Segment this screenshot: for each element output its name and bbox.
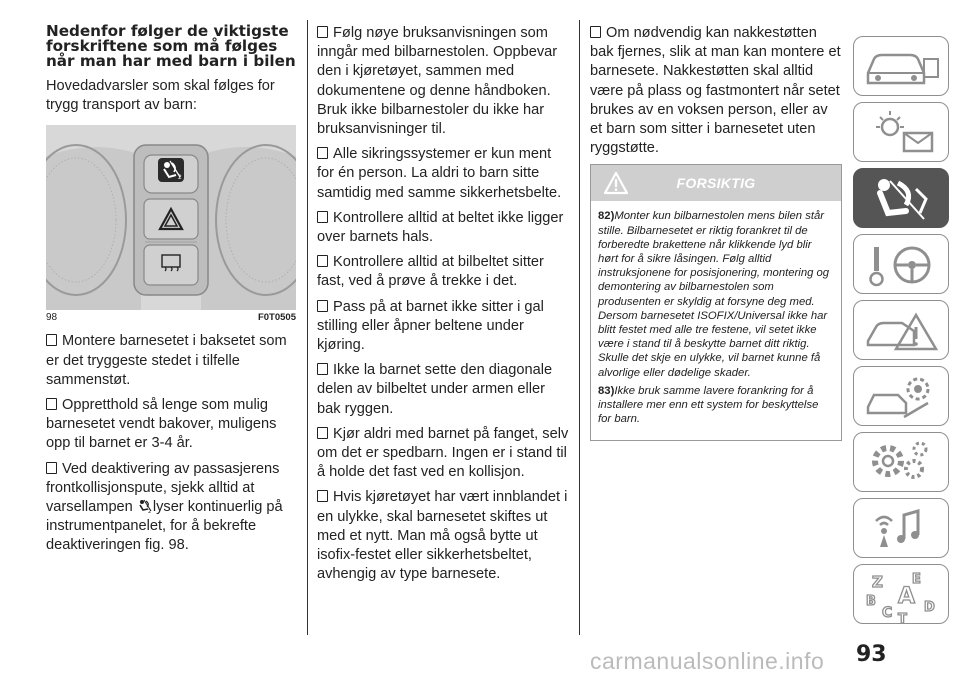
note-number: 82) xyxy=(598,210,615,223)
svg-text:Z: Z xyxy=(872,573,883,591)
column-1 xyxy=(46,24,296,562)
technical-data-icon xyxy=(854,433,950,493)
warning-header xyxy=(591,165,841,201)
watermark: carmanualsonline.info xyxy=(590,648,825,674)
list-item: Om nødvendig kan nakkestøtten bak fjernes, slik at man kan montere et barnesete. Nakkestøtten skal alltid være på plass og fastmontert når setet brukes av en voksen person, eller av et barn som sitter i barnesetet uten ryggstøtte. xyxy=(590,25,841,157)
tab-technical-data[interactable] xyxy=(853,432,949,492)
column-2 xyxy=(317,24,571,590)
tab-car-info[interactable] xyxy=(853,36,949,96)
starting-driving-icon xyxy=(854,235,950,295)
svg-text:2: 2 xyxy=(178,174,182,182)
car-info-icon xyxy=(854,37,950,97)
figure-number: 98 xyxy=(46,312,58,324)
note-number: 83) xyxy=(598,384,615,397)
checkbox-bullet-icon xyxy=(46,398,57,410)
airbag-off-warning-icon xyxy=(138,499,152,513)
svg-text:2: 2 xyxy=(147,509,152,514)
emergency-icon xyxy=(854,301,950,361)
checkbox-bullet-icon xyxy=(317,147,328,159)
warning-note: 83)Ikke bruk samme lavere forankring for å installere mer enn ett system for beskyttelse for barn. xyxy=(598,384,819,426)
warning-body xyxy=(591,201,841,440)
maintenance-icon xyxy=(854,367,950,427)
checkbox-bullet-icon xyxy=(317,211,328,223)
checkbox-bullet-icon xyxy=(317,427,328,439)
svg-text:E: E xyxy=(912,572,921,587)
index-icon xyxy=(854,565,950,625)
svg-text:C: C xyxy=(882,605,893,621)
list-item: Kjør aldri med barnet på fanget, selv om det er spedbarn. Ingen er i stand til å holde det fast ved en kollisjon. xyxy=(317,425,569,481)
column-3 xyxy=(590,24,842,441)
checkbox-bullet-icon xyxy=(317,26,328,38)
list-item: Oppretthold så lenge som mulig barnesetet vendt bakover, muligens opp til barnet er 3-4 år. xyxy=(46,397,277,452)
column-divider xyxy=(579,20,580,635)
column-divider xyxy=(307,20,308,635)
intro-text: Hovedadvarsler som skal følges for trygg transport av barn: xyxy=(46,78,275,114)
list-item: Alle sikringssystemer er kun ment for én person. La aldri to barn sitte samtidig med samme sikkerhetsbelte. xyxy=(317,146,562,201)
tab-warning-lights[interactable] xyxy=(853,102,949,162)
tab-index[interactable] xyxy=(853,564,949,624)
svg-text:T: T xyxy=(898,612,907,625)
tab-multimedia[interactable] xyxy=(853,498,949,558)
list-item: Kontrollere alltid at bilbeltet sitter fast, ved å prøve å trekke i det. xyxy=(317,254,544,290)
list-item: Ikke la barnet sette den diagonale delen av bilbeltet under armen eller bak ryggen. xyxy=(317,362,553,417)
svg-text:A: A xyxy=(898,584,916,609)
checkbox-bullet-icon xyxy=(46,334,57,346)
tab-starting-driving[interactable] xyxy=(853,234,949,294)
checkbox-bullet-icon xyxy=(590,26,601,38)
dashboard-illustration xyxy=(46,125,296,310)
tab-emergency[interactable] xyxy=(853,300,949,360)
list-item: Ved deaktivering av passasjerens frontkollisjonspute, sjekk alltid at varsellampen 2 lyser kontinuerlig på instrumentpanelet, for å bekrefte deaktiveringen fig. 98. xyxy=(46,460,283,554)
checkbox-bullet-icon xyxy=(317,300,328,312)
list-item: Kontrollere alltid at beltet ikke ligger over barnets hals. xyxy=(317,209,564,246)
checkbox-bullet-icon xyxy=(46,462,57,474)
safety-airbag-icon xyxy=(854,169,950,229)
list-item: Følg nøye bruksanvisningen som inngår med bilbarnestolen. Oppbevar den i kjøretøyet, sammen med dokumentene og denne håndboken. Bruk ikke bilbarnestoler du ikke har bruksanvisninger til. xyxy=(317,25,558,138)
warning-box xyxy=(590,164,842,441)
warning-triangle-icon xyxy=(603,171,629,195)
page-number: 93 xyxy=(856,642,887,667)
tab-maintenance[interactable] xyxy=(853,366,949,426)
list-item: Hvis kjøretøyet har vært innblandet i en ulykke, skal barnesetet skiftes ut med et nytt. Man må også bytte ut isofix-festet eller sikkerhetsbeltet, avhengig av type barnesete. xyxy=(317,489,568,583)
figure-98 xyxy=(46,125,296,310)
section-heading: Nedenfor følger de viktigste forskriftene som må følges når man har med barn i bilen xyxy=(46,22,296,70)
checkbox-bullet-icon xyxy=(317,490,328,502)
checkbox-bullet-icon xyxy=(317,255,328,267)
warning-lights-icon xyxy=(854,103,950,163)
warning-title: FORSIKTIG xyxy=(676,175,756,192)
figure-code: F0T0505 xyxy=(257,312,296,324)
figure-caption xyxy=(46,312,296,324)
tab-safety[interactable] xyxy=(853,168,949,228)
list-item: Montere barnesetet i baksetet som er det tryggeste stedet i tilfelle sammenstøt. xyxy=(46,333,287,388)
warning-note: 82)Monter kun bilbarnestolen mens bilen står stille. Bilbarnesetet er riktig forankret til de forberedte brakettene når klikkende lyd blir hørt for å sikre låsingen. Følg alltid instruksjonene for posisjonering, montering og demontering av bilbarnestolen som produsenten er skyldig at forsyne deg med. Dersom barnesetet ISOFIX/Universal ikke har blitt festet med alle tre festene, vil setet ikke være i stand til å beskytte barnet ditt riktig. Skulle det skje en ulykke, vil barnet kunne få alvorlige eller dødelige skader. xyxy=(598,210,830,379)
svg-text:B: B xyxy=(866,594,876,609)
svg-text:D: D xyxy=(924,600,935,615)
multimedia-icon xyxy=(854,499,950,559)
list-item: Pass på at barnet ikke sitter i gal stilling eller åpner beltene under kjøring. xyxy=(317,298,544,354)
checkbox-bullet-icon xyxy=(317,363,328,375)
